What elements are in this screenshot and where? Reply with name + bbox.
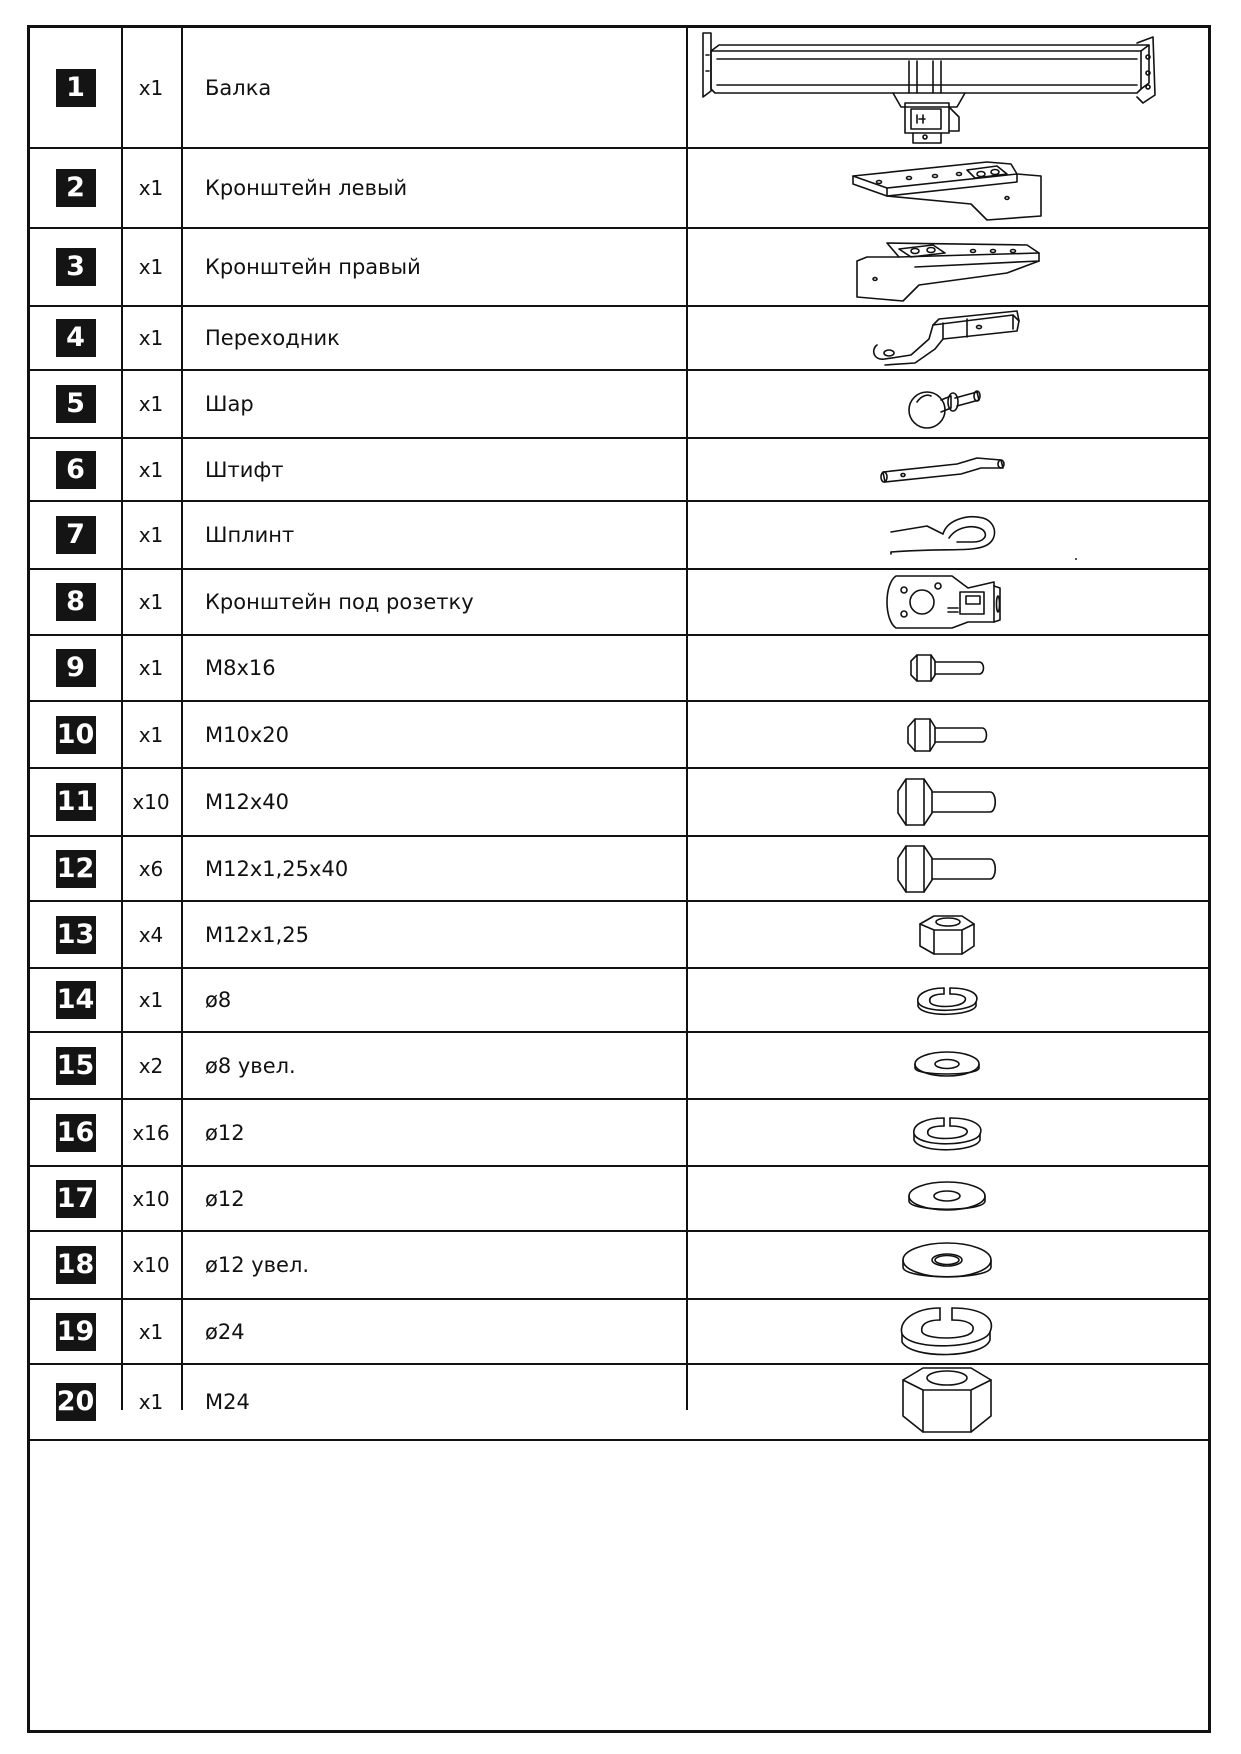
hex-nut-small-icon [688,902,1206,967]
quantity: x1 [138,988,164,1012]
table-row [30,307,1208,371]
tow-beam-icon [688,28,1206,147]
table-row [30,837,1208,902]
table-row [30,28,1208,149]
table-row [30,1033,1208,1100]
right-bracket-icon [688,229,1206,305]
table-row [30,1300,1208,1365]
part-name: ø12 [205,1186,245,1211]
item-number-badge: 16 [56,1114,96,1152]
item-number-badge: 10 [56,716,96,754]
quantity: x16 [132,1120,170,1145]
table-row [30,702,1208,769]
item-number-badge: 2 [56,169,96,207]
flat-washer-small-icon [688,1033,1206,1098]
quantity: x1 [138,590,164,614]
part-name: ø8 [205,988,232,1012]
table-row [30,769,1208,837]
spring-washer-medium-icon [688,1100,1206,1165]
part-name: Штифт [205,457,284,482]
bolt-large-icon [688,769,1206,835]
quantity: x4 [138,922,164,947]
item-number-badge: 9 [56,649,96,687]
part-name: ø8 увел. [205,1053,296,1078]
part-name: M24 [205,1390,250,1414]
item-number-badge: 3 [56,248,96,286]
part-name: Шар [205,392,254,416]
table-row [30,969,1208,1033]
item-number-badge: 15 [56,1047,96,1085]
flat-washer-medium-icon [688,1167,1206,1230]
item-number-badge: 17 [56,1180,96,1218]
tow-ball-icon [688,371,1206,437]
part-name: M12x1,25x40 [205,856,349,881]
item-number-badge: 19 [56,1313,96,1351]
part-name: Кронштейн левый [205,176,408,200]
bolt-small-icon [688,636,1206,700]
stray-mark [1075,558,1077,560]
quantity: x10 [132,790,170,814]
quantity: x2 [138,1053,164,1078]
item-number-badge: 8 [56,583,96,621]
part-name: Шплинт [205,523,295,547]
spring-washer-small-icon [688,969,1206,1031]
parts-list-table [27,25,1211,1733]
item-number-badge: 13 [56,916,96,954]
item-number-badge: 18 [56,1246,96,1284]
quantity: x1 [138,392,164,416]
quantity: x1 [138,176,164,200]
table-row [30,902,1208,969]
item-number-badge: 12 [56,850,96,888]
quantity: x10 [132,1186,170,1211]
spring-washer-large-icon [688,1300,1206,1363]
table-row [30,636,1208,702]
table-row [30,1100,1208,1167]
quantity: x1 [138,722,164,747]
quantity: x10 [132,1253,170,1277]
item-number-badge: 7 [56,516,96,554]
quantity: x1 [138,326,164,350]
item-number-badge: 11 [56,783,96,821]
part-name: M12x40 [205,790,289,814]
quantity: x1 [138,656,164,680]
part-name: M8x16 [205,656,276,680]
quantity: x1 [138,255,164,279]
part-name: Кронштейн под розетку [205,590,474,614]
part-name: ø24 [205,1319,245,1344]
hex-nut-large-icon [688,1365,1206,1439]
item-number-badge: 6 [56,451,96,489]
table-row [30,1167,1208,1232]
cotter-clip-icon [688,502,1206,568]
quantity: x1 [138,75,164,100]
item-number-badge: 1 [56,69,96,107]
table-row [30,1232,1208,1300]
flat-washer-large-icon [688,1232,1206,1298]
item-number-badge: 4 [56,319,96,357]
part-name: M12x1,25 [205,922,310,947]
part-name: Балка [205,75,272,100]
table-row [30,1365,1208,1441]
bolt-large-icon [688,837,1206,900]
table-row [30,229,1208,307]
quantity: x1 [138,1319,164,1344]
table-row [30,570,1208,636]
left-bracket-icon [688,149,1206,227]
bolt-medium-icon [688,702,1206,767]
adapter-icon [688,307,1206,369]
part-name: ø12 [205,1120,245,1145]
part-name: ø12 увел. [205,1253,310,1277]
item-number-badge: 20 [56,1383,96,1421]
quantity: x1 [138,457,164,482]
table-row [30,439,1208,502]
socket-bracket-icon [688,570,1206,634]
table-row [30,502,1208,570]
item-number-badge: 14 [56,981,96,1019]
quantity: x1 [138,523,164,547]
quantity: x6 [138,856,164,881]
part-name: Переходник [205,326,340,350]
part-name: Кронштейн правый [205,255,421,279]
table-row [30,149,1208,229]
part-name: M10x20 [205,722,289,747]
item-number-badge: 5 [56,385,96,423]
pin-icon [688,439,1206,500]
quantity: x1 [138,1390,164,1414]
table-row [30,371,1208,439]
